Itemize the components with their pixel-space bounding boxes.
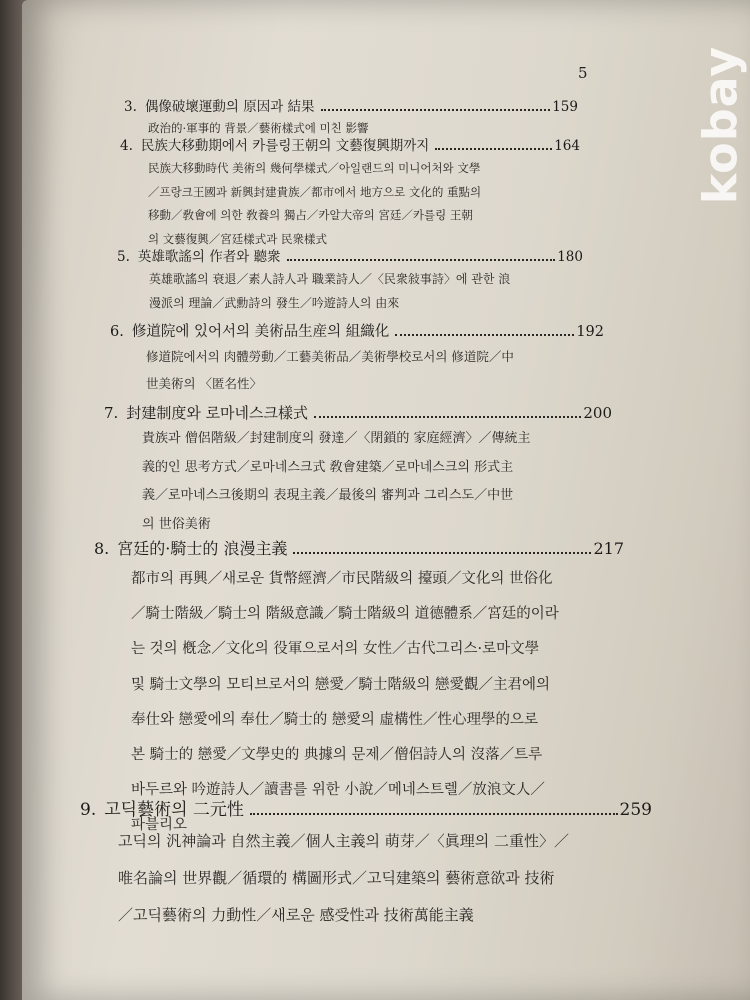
entry-page: 259 (619, 800, 652, 820)
toc-entry-6 (110, 320, 604, 395)
watermark-text: kobay (693, 45, 747, 205)
toc-entry-3 (124, 95, 578, 136)
entry-number: 5. (117, 249, 130, 265)
entry-subline: 移動／敎會에 의한 敎養의 獨占／카알大帝의 宮廷／카를링 王朝 (148, 208, 473, 222)
entry-subline: 의 文藝復興／宮廷樣式과 民衆樣式 (148, 231, 328, 246)
entry-subline: 는 것의 槪念／文化의 役軍으로서의 女性／古代그리스·로마文學 (131, 641, 540, 658)
entry-number: 8. (94, 539, 110, 558)
entry-subline: ／프랑크王國과 新興封建貴族／都市에서 地方으로 文化的 重點의 (148, 184, 482, 199)
entry-number: 7. (104, 404, 119, 422)
entry-subline: 民族大移動時代 美術의 幾何學樣式／아일랜드의 미니어처와 文學 (148, 161, 481, 175)
entry-subline: 都市의 再興／새로운 貨幣經濟／市民階級의 擡頭／文化의 世俗化 (131, 571, 553, 587)
entry-subline: 漫派의 理論／武勳詩의 發生／吟遊詩人의 由來 (149, 295, 400, 310)
entry-number: 9. (80, 800, 97, 820)
page-number: 5 (578, 64, 588, 82)
entry-subline: 修道院에서의 肉體勞動／工藝美術品／美術學校로서의 修道院／中 (146, 349, 514, 364)
toc-entry-9 (80, 795, 652, 931)
entry-page: 159 (552, 99, 578, 115)
toc-entry-heading (117, 245, 583, 266)
entry-subline: 파블리오 (131, 817, 188, 834)
toc-entry-4 (120, 134, 580, 249)
dot-leader (314, 416, 581, 418)
entry-subline: 政治的·軍事的 背景／藝術樣式에 미친 影響 (148, 121, 369, 135)
toc-entry-7 (104, 402, 612, 537)
entry-page: 217 (593, 539, 624, 558)
entry-subline: ／騎士階級／騎士의 階級意識／騎士階級의 道德體系／宮廷的이라 (131, 606, 559, 623)
entry-title: 고딕藝術의 二元性 (104, 800, 244, 820)
toc-entry-heading (124, 95, 578, 116)
toc-entry-heading (104, 402, 612, 423)
entry-subline: 바두르와 吟遊詩人／讀書를 위한 小說／메네스트렐／放浪文人／ (131, 782, 545, 799)
entry-number: 3. (124, 99, 137, 115)
dot-leader (293, 552, 591, 554)
entry-subline: 및 騎士文學의 모티브로서의 戀愛／騎士階級의 戀愛觀／主君에의 (131, 676, 551, 693)
entry-page: 180 (557, 249, 583, 265)
toc-entry-heading (110, 320, 604, 341)
entry-title: 修道院에 있어서의 美術品生産의 組織化 (131, 324, 390, 340)
entry-subline: 고딕의 汎神論과 自然主義／個人主義의 萌芽／〈眞理의 二重性〉／ (118, 832, 570, 850)
entry-page: 164 (554, 138, 580, 154)
entry-subline: 義的인 思考方式／로마네스크式 敎會建築／로마네스크의 形式主 (142, 459, 514, 475)
toc-entry-heading (120, 134, 580, 155)
dot-leader (435, 148, 552, 150)
toc-entry-heading (80, 795, 652, 820)
toc-entry-5 (117, 245, 583, 313)
entry-subline: 의 世俗美術 (142, 516, 211, 532)
entry-subline: 唯名論의 世界觀／循環的 構圖形式／고딕建築의 藝術意欲과 技術 (118, 869, 555, 887)
entry-subline: ／고딕藝術의 力動性／새로운 感受性과 技術萬能主義 (118, 906, 474, 924)
dot-leader (395, 334, 574, 336)
entry-subline: 英雄歌謠의 衰退／素人詩人과 職業詩人／〈民衆敍事詩〉에 관한 浪 (149, 272, 511, 286)
entry-page: 192 (576, 324, 604, 340)
dot-leader (287, 259, 556, 261)
entry-subline: 본 騎士的 戀愛／文學史的 典據의 문제／僧侶詩人의 沒落／트루 (131, 747, 543, 764)
watermark (693, 10, 747, 240)
entry-title: 民族大移動期에서 카를링王朝의 文藝復興期까지 (140, 138, 430, 154)
entry-subline: 貴族과 僧侶階級／封建制度의 發達／〈閉鎖的 家庭經濟〉／傳統主 (142, 431, 531, 446)
entry-title: 封建制度와 로마네스크樣式 (126, 404, 309, 422)
dot-leader (321, 109, 551, 111)
entry-title: 英雄歌謠의 作者와 聽衆 (137, 249, 281, 265)
entry-subline: 義／로마네스크後期의 表現主義／最後의 審判과 그리스도／中世 (142, 488, 514, 503)
entry-title: 偶像破壞運動의 原因과 結果 (144, 99, 315, 115)
entry-subline: 世美術의 〈匿名性〉 (146, 376, 263, 391)
entry-number: 6. (110, 324, 124, 340)
entry-title: 宮廷的·騎士的 浪漫主義 (117, 539, 288, 558)
toc-entry-heading (94, 536, 624, 559)
dot-leader (250, 813, 618, 815)
entry-page: 200 (583, 404, 612, 422)
entry-subline: 奉仕와 戀愛에의 奉仕／騎士的 戀愛의 虛構性／性心理學的으로 (131, 711, 538, 728)
entry-number: 4. (120, 138, 133, 154)
